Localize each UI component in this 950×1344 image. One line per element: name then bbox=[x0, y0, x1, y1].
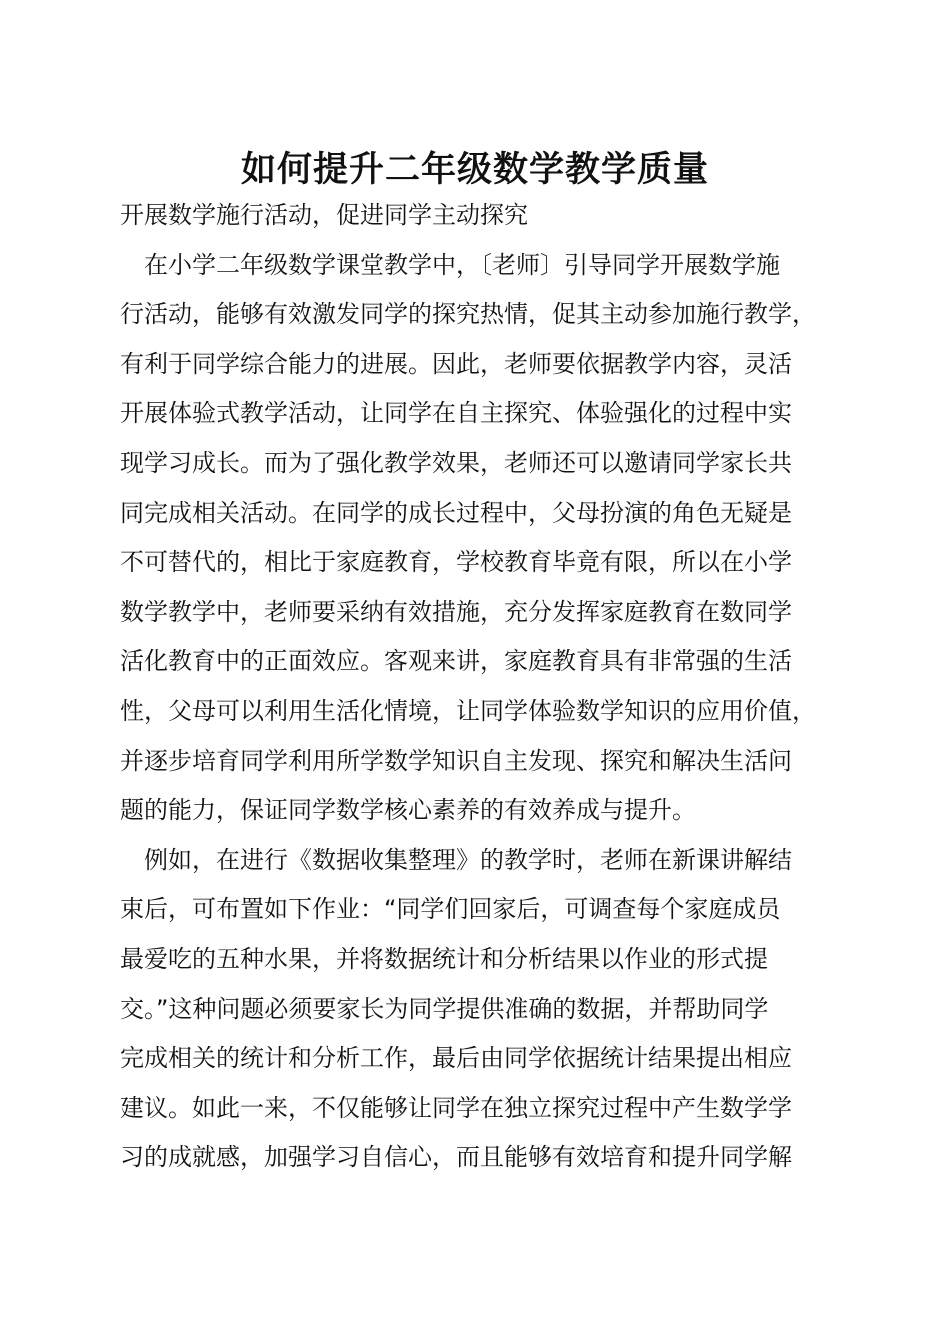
text-line: 交。”这种问题必须要家长为同学提供准确的数据，并帮助同学 bbox=[120, 994, 769, 1023]
text-line: 开展体验式教学活动，让同学在自主探究、体验强化的过程中实 bbox=[120, 399, 792, 428]
text-line: 不可替代的，相比于家庭教育，学校教育毕竟有限，所以在小学 bbox=[120, 548, 792, 577]
paragraph-1 bbox=[120, 241, 850, 836]
text-line: 现学习成长。而为了强化教学效果，老师还可以邀请同学家长共 bbox=[120, 448, 792, 477]
text-line: 最爱吃的五种水果，并将数据统计和分析结果以作业的形式提 bbox=[120, 944, 768, 973]
text-line: 活化教育中的正面效应。客观来讲，家庭教育具有非常强的生活 bbox=[120, 647, 792, 676]
text-line: 题的能力，保证同学数学核心素养的有效养成与提升。 bbox=[120, 796, 696, 825]
text-line: 建议。如此一来，不仅能够让同学在独立探究过程中产生数学学 bbox=[120, 1093, 792, 1122]
section-heading: 开展数学施行活动，促进同学主动探究 bbox=[120, 201, 528, 229]
text-line: 有利于同学综合能力的进展。因此，老师要依据教学内容，灵活 bbox=[120, 349, 792, 378]
text-line: 在小学二年级数学课堂教学中，〔老师〕引导同学开展数学施 bbox=[144, 250, 780, 279]
document-body bbox=[120, 191, 850, 1183]
document-title: 如何提升二年级数学教学质量 bbox=[240, 149, 709, 190]
text-line: 行活动，能够有效激发同学的探究热情，促其主动参加施行教学， bbox=[120, 300, 816, 329]
text-line: 性，父母可以利用生活化情境，让同学体验数学知识的应用价值， bbox=[120, 696, 816, 725]
text-line: 数学教学中，老师要采纳有效措施，充分发挥家庭教育在数同学 bbox=[120, 597, 792, 626]
text-line: 习的成就感，加强学习自信心，而且能够有效培育和提升同学解 bbox=[120, 1143, 792, 1172]
text-line: 例如，在进行《数据收集整理》的教学时，老师在新课讲解结 bbox=[144, 845, 792, 874]
text-line: 完成相关的统计和分析工作，最后由同学依据统计结果提出相应 bbox=[120, 1044, 792, 1073]
paragraph-2 bbox=[120, 836, 850, 1183]
text-line: 同完成相关活动。在同学的成长过程中，父母扮演的角色无疑是 bbox=[120, 498, 792, 527]
text-line: 并逐步培育同学利用所学数学知识自主发现、探究和解决生活问 bbox=[120, 746, 792, 775]
text-line: 束后，可布置如下作业：“同学们回家后，可调查每个家庭成员 bbox=[120, 895, 781, 924]
